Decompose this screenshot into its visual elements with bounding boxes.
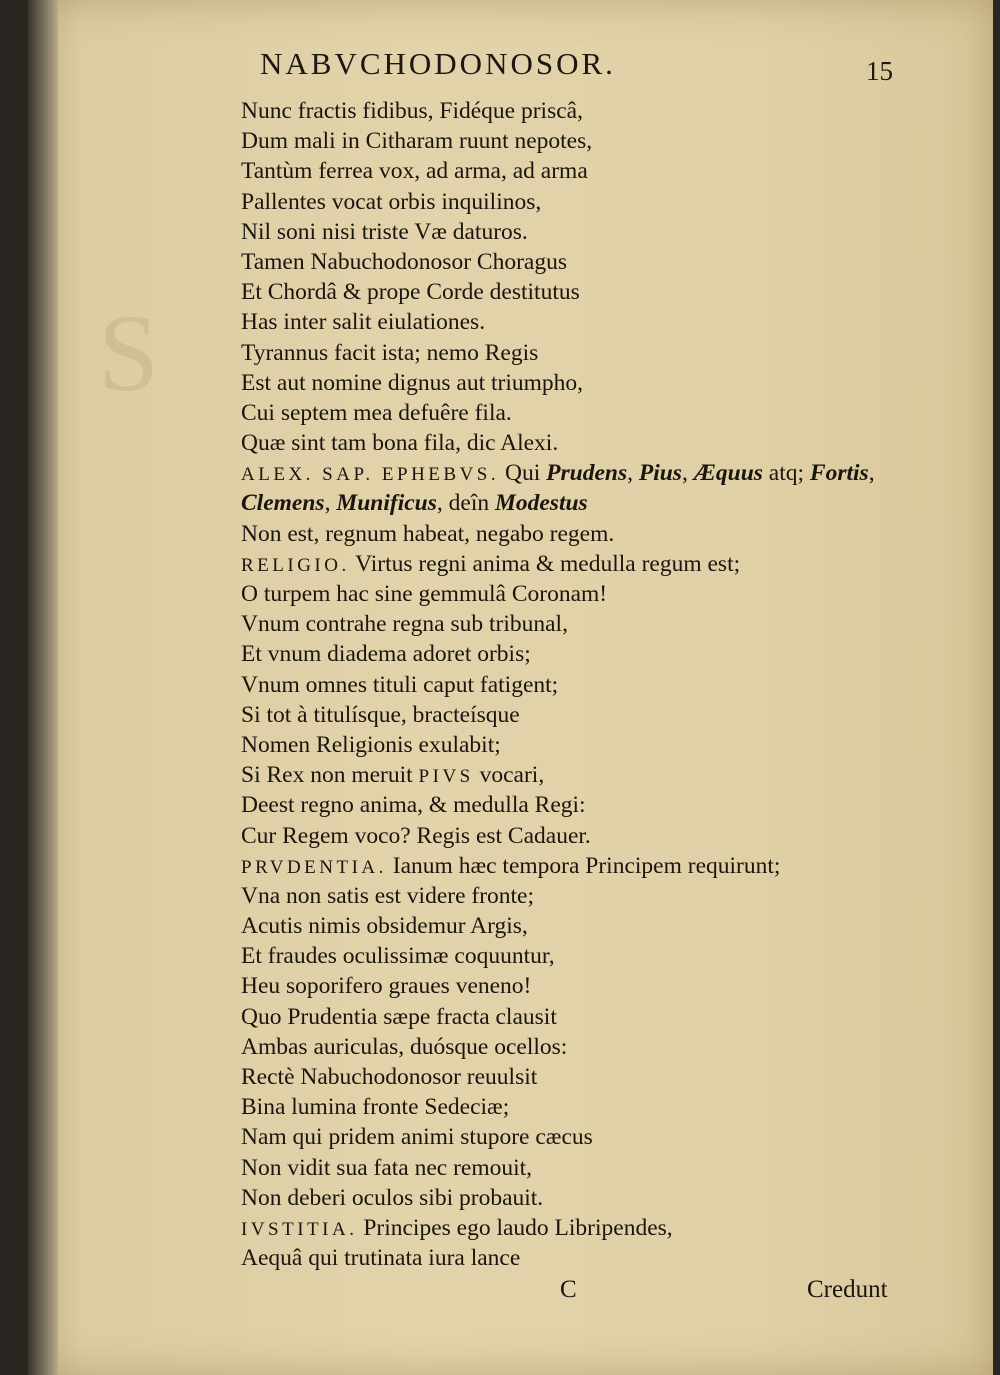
- verse-line: Has inter salit eiulationes.: [241, 309, 486, 336]
- verse-line: Si Rex non meruit PIVS vocari,: [241, 762, 545, 789]
- verse-line: Quæ sint tam bona fila, dic Alexi.: [241, 430, 559, 457]
- page-binding-edge: [28, 0, 58, 1375]
- verse-line: Cur Regem voco? Regis est Cadauer.: [241, 822, 591, 849]
- verse-line: Cui septem mea defuêre fila.: [241, 399, 512, 426]
- verse-line: Et fraudes oculissimæ coquuntur,: [241, 943, 555, 970]
- verse-line: Nil soni nisi triste Væ daturos.: [241, 218, 528, 245]
- speaker-name: RELIGIO.: [241, 554, 350, 576]
- verse-line: Vnum omnes tituli caput fatigent;: [241, 671, 559, 698]
- verse-line-speaker: RELIGIO. Virtus regni anima & medulla regum est;: [241, 550, 741, 577]
- verse-line-speaker: ALEX. SAP. EPHEBVS. Qui Prudens, Pius, Æquus atq; Fortis,: [241, 460, 875, 487]
- verse-line: Et vnum diadema adoret orbis;: [241, 641, 531, 668]
- speaker-name: IVSTITIA.: [241, 1218, 358, 1240]
- speaker-name: PRVDENTIA.: [241, 856, 387, 878]
- verse-line: Tyrannus facit ista; nemo Regis: [241, 339, 539, 366]
- verse-line: Tantùm ferrea vox, ad arma, ad arma: [241, 158, 588, 185]
- page-number: 15: [866, 56, 893, 86]
- verse-line: Rectè Nabuchodonosor reuulsit: [241, 1064, 538, 1090]
- verse-line: Tamen Nabuchodonosor Choragus: [241, 248, 567, 275]
- verse-line: Aequâ qui trutinata iura lance: [241, 1245, 521, 1272]
- verse-line: Vna non satis est videre fronte;: [241, 882, 535, 909]
- verse-line: Bina lumina fronte Sedeciæ;: [241, 1094, 510, 1121]
- verse-text-block: [241, 96, 961, 1273]
- verse-line: Acutis nimis obsidemur Argis,: [241, 913, 528, 940]
- verse-line: Pallentes vocat orbis inquilinos,: [241, 188, 542, 215]
- verse-line: Non deberi oculos sibi probauit.: [241, 1184, 544, 1211]
- verse-line: Si tot à titulísque, bracteísque: [241, 701, 520, 728]
- verse-line: Dum mali in Citharam ruunt nepotes,: [241, 128, 593, 155]
- verse-line: Quo Prudentia sæpe fracta clausit: [241, 1003, 557, 1030]
- verse-line: Vnum contrahe regna sub tribunal,: [241, 611, 568, 638]
- verse-line: Heu soporifero graues veneno!: [241, 973, 532, 1000]
- speaker-name: ALEX. SAP. EPHEBVS.: [241, 464, 500, 486]
- verse-line: Deest regno anima, & medulla Regi:: [241, 792, 586, 819]
- verse-line-speaker: PRVDENTIA. Ianum hæc tempora Principem requirunt;: [241, 852, 781, 879]
- verse-line: Clemens, Munificus, deîn Modestus: [241, 490, 588, 517]
- verse-line-speaker: IVSTITIA. Principes ego laudo Libripendes,: [241, 1214, 673, 1241]
- verse-line: Non est, regnum habeat, negabo regem.: [241, 520, 615, 547]
- verse-line: Nam qui pridem animi stupore cæcus: [241, 1124, 593, 1151]
- verse-line: Nunc fractis fidibus, Fidéque priscâ,: [241, 98, 583, 124]
- verse-line: Nomen Religionis exulabit;: [241, 731, 501, 758]
- catchword: Credunt: [807, 1276, 888, 1303]
- signature-mark: C: [560, 1276, 577, 1303]
- verse-line: Non vidit sua fata nec remouit,: [241, 1154, 533, 1181]
- verse-line: Ambas auriculas, duósque ocellos:: [241, 1033, 568, 1060]
- running-title: NABVCHODONOSOR.: [260, 46, 616, 81]
- verse-line: O turpem hac sine gemmulâ Coronam!: [241, 581, 608, 607]
- verse-line: Est aut nomine dignus aut triumpho,: [241, 369, 584, 396]
- verse-line: Et Chordâ & prope Corde destitutus: [241, 279, 580, 306]
- show-through-letter: S: [98, 292, 160, 414]
- book-page: [28, 0, 993, 1375]
